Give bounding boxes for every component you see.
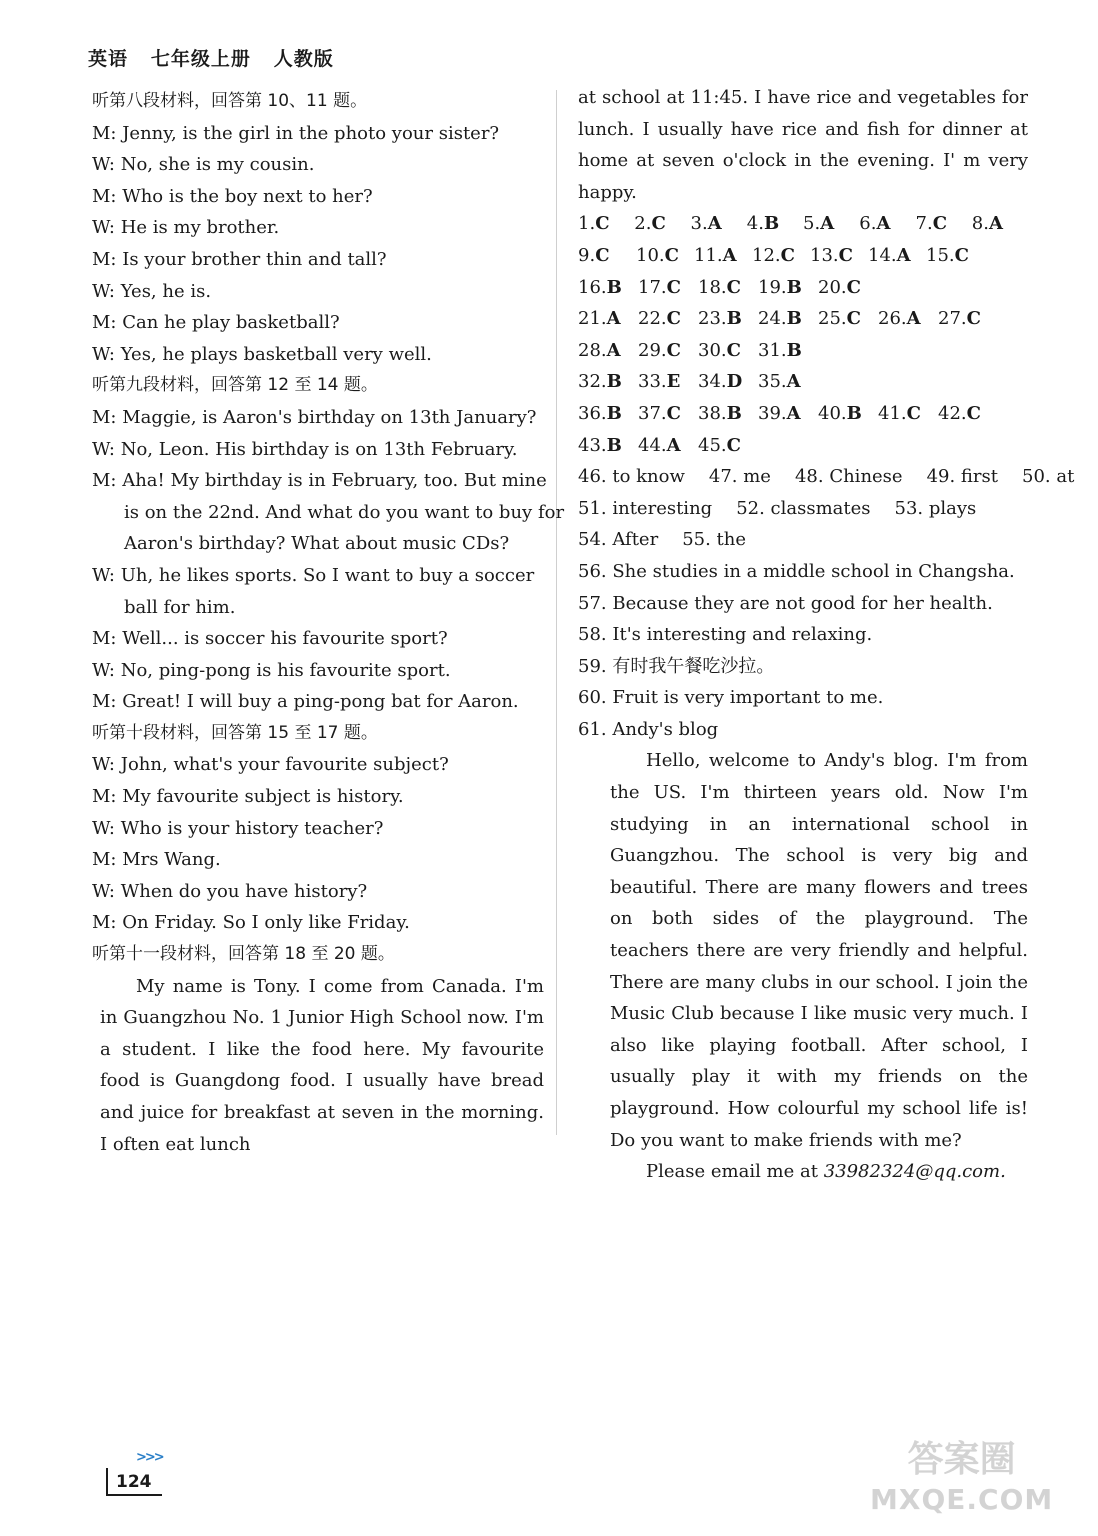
question-number: 32. [578,371,607,393]
answer-item [859,208,915,240]
question-number: 40. [818,402,847,424]
section-title: 听第八段材料，回答第 10、11 题。 [92,91,368,111]
question-number: 12. [752,244,781,266]
dialogue-line: W: Who is your history teacher? [92,817,384,839]
answer-item [818,398,878,430]
blog-closing [610,1156,1028,1188]
question-number: 41. [878,402,907,424]
question-number: 2. [634,213,652,235]
answer-item [803,208,859,240]
short-answer-row [578,461,1075,493]
answer-item [578,335,638,367]
answer-letter: C [666,308,681,330]
dialogue-lines [92,86,565,971]
section-title: 听第十段材料，回答第 15 至 17 题。 [92,722,378,743]
answer-letter: C [651,213,666,235]
answer-item [578,366,638,398]
question-number: 38. [698,402,727,424]
answer-letter: C [954,244,969,266]
text-answer: 56. She studies in a middle school in Changsha. [578,560,1015,582]
column-divider [556,90,557,1135]
question-number: 23. [698,308,727,330]
answer-item [818,303,878,335]
dialogue-line: Aaron's birthday? What about music CDs? [124,533,510,555]
left-column [92,86,565,1160]
answer-item [758,366,818,398]
text-answer: 61. Andy's blog [578,718,719,740]
answer-letter: A [666,434,681,456]
question-number: 5. [803,213,821,235]
dialogue-line: W: John, what's your favourite subject? [92,754,449,776]
answer-item [698,366,758,398]
answer-row [578,240,1028,272]
answer-item [972,208,1028,240]
question-number: 21. [578,308,607,330]
question-number: 45. [698,434,727,456]
page-number: 124 [106,1468,162,1496]
question-number: 36. [578,402,607,424]
question-number: 24. [758,308,787,330]
answer-item [758,398,818,430]
book-header: 英语 七年级上册 人教版 [88,48,334,70]
answer-letter: C [838,244,853,266]
short-answer: 52. classmates [736,497,871,519]
answer-item [578,430,638,462]
question-number: 19. [758,276,787,298]
text-answer: 60. Fruit is very important to me. [578,687,884,709]
answer-letter: A [722,244,737,266]
dialogue-line: is on the 22nd. And what do you want to buy for [124,501,565,523]
dialogue-line: M: Maggie, is Aaron's birthday on 13th January? [92,406,537,428]
question-number: 31. [758,339,787,361]
narrative-continuation: at school at 11:45. I have rice and vegetables for lunch. I usually have rice and fish for dinner at home at seven o'clock in the evening. I' m very happy. [578,87,1028,203]
dialogue-line: W: Yes, he plays basketball very well. [92,343,432,365]
watermark-logo [870,1440,1053,1520]
answer-letter: A [896,244,911,266]
dialogue-line: W: Yes, he is. [92,280,212,302]
answer-letter: C [780,244,795,266]
dialogue-line: W: When do you have history? [92,880,368,902]
question-number: 30. [698,339,727,361]
answer-letter: C [666,276,681,298]
answer-grid [578,208,1028,461]
question-number: 8. [971,213,989,235]
answer-item [938,398,998,430]
answer-letter: B [726,402,742,424]
answer-item [698,272,758,304]
answer-item [758,335,818,367]
answer-item [698,335,758,367]
page-arrow-icon: >>> [136,1450,163,1465]
text-answer: 59. 有时我午餐吃沙拉。 [578,655,775,677]
answer-item [691,208,747,240]
answer-item [638,398,698,430]
dialogue-line: M: Is your brother thin and tall? [92,248,387,270]
dialogue-line: M: Great! I will buy a ping-pong bat for Aaron. [92,691,519,713]
answer-row [578,335,1028,367]
answer-letter: B [786,339,802,361]
answer-letter: C [595,244,610,266]
answer-letter: C [666,402,681,424]
answer-item [752,240,810,272]
right-column [578,82,1075,1188]
watermark-line2: MXQE.COM [870,1483,1054,1516]
answer-item [578,272,638,304]
answer-item [638,430,698,462]
answer-row [578,366,1028,398]
dialogue-line: M: Jenny, is the girl in the photo your sister? [92,122,500,144]
answer-row [578,303,1028,335]
answer-letter: B [846,402,862,424]
dialogue-line: M: Can he play basketball? [92,312,340,334]
question-number: 18. [698,276,727,298]
question-number: 44. [638,434,667,456]
answer-item [638,303,698,335]
answer-letter: B [606,276,622,298]
question-number: 4. [746,213,764,235]
answer-item [810,240,868,272]
question-number: 26. [878,308,907,330]
answer-item [698,303,758,335]
dialogue-line: M: On Friday. So I only like Friday. [92,912,410,934]
dialogue-line: W: Uh, he likes sports. So I want to buy a soccer [92,564,535,586]
blog-email: 33982324@qq.com. [823,1161,1006,1183]
question-number: 13. [810,244,839,266]
answer-item [578,398,638,430]
question-number: 7. [915,213,933,235]
answer-item [638,335,698,367]
short-answer: 47. me [708,466,771,488]
answer-item [747,208,803,240]
answer-letter: A [906,308,921,330]
answer-letter: A [876,213,891,235]
answer-letter: C [726,276,741,298]
answer-item [926,240,984,272]
answer-letter: E [666,371,681,393]
answer-letter: C [906,402,921,424]
answer-row [578,208,1028,240]
answer-item [578,208,634,240]
answer-letter: A [786,402,801,424]
answer-letter: C [726,339,741,361]
answer-item [868,240,926,272]
dialogue-line: M: Mrs Wang. [92,849,221,871]
answer-item [578,303,638,335]
dialogue-line: M: Well... is soccer his favourite sport? [92,628,448,650]
short-answer: 46. to know [578,466,685,488]
answer-item [638,366,698,398]
answer-letter: D [726,371,743,393]
dialogue-line: M: Who is the boy next to her? [92,185,373,207]
short-answer-row [578,493,1028,525]
blog-body: Hello, welcome to Andy's blog. I'm from the US. I'm thirteen years old. Now I'm studying in an international school in Guangzhou. The school is very big and beautiful. There are many flowers and trees on both sides of the playground. The teachers there are very friendly and helpful. There are many clubs in our school. I join the Music Club because I like music very much. I also like playing football. After school, I usually play it with my friends on the playground. How colourful my school life is! Do you want to make friends with me? [610,750,1028,1151]
question-number: 9. [578,244,596,266]
short-answer: 49. first [926,466,999,488]
answer-row [578,272,1028,304]
question-number: 15. [926,244,955,266]
question-number: 39. [758,402,787,424]
text-answer: 58. It's interesting and relaxing. [578,624,873,646]
answer-letter: C [966,308,981,330]
question-number: 42. [938,402,967,424]
question-number: 22. [638,308,667,330]
answer-letter: C [966,402,981,424]
answer-item [698,398,758,430]
question-number: 29. [638,339,667,361]
answer-letter: C [846,276,861,298]
answer-letter: B [786,276,802,298]
watermark-line1: 答案圈 [907,1439,1016,1480]
answer-letter: B [606,402,622,424]
short-answer: 55. the [682,529,747,551]
question-number: 43. [578,434,607,456]
text-answer-list [578,556,1028,746]
answer-item [878,398,938,430]
short-answer-row [578,524,1028,556]
answer-letter: B [763,213,780,235]
answer-letter: B [606,371,622,393]
answer-item [634,208,690,240]
dialogue-line: M: Aha! My birthday is in February, too. But mine [92,470,547,492]
answer-item [818,272,878,304]
question-number: 3. [690,213,708,235]
question-number: 27. [938,308,967,330]
text-answer: 57. Because they are not good for her health. [578,592,993,614]
section-title: 听第十一段材料，回答第 18 至 20 题。 [92,944,395,965]
question-number: 14. [868,244,897,266]
answer-letter: B [786,308,802,330]
answer-letter: C [664,244,679,266]
question-number: 10. [636,244,665,266]
answer-item [694,240,752,272]
answer-letter: A [606,308,621,330]
short-answer: 53. plays [894,497,977,519]
question-number: 6. [859,213,877,235]
dialogue-line: W: He is my brother. [92,217,280,239]
question-number: 1. [578,213,596,235]
blog-closing-prefix: Please email me at [646,1161,818,1183]
answer-letter: C [932,213,948,235]
dialogue-line: W: No, she is my cousin. [92,154,315,176]
question-number: 33. [638,371,667,393]
dialogue-line: M: My favourite subject is history. [92,786,404,808]
answer-letter: C [666,339,681,361]
short-answer-list [578,461,1075,556]
short-answer: 48. Chinese [794,466,903,488]
question-number: 11. [694,244,723,266]
answer-item [916,208,972,240]
question-number: 34. [698,371,727,393]
short-answer: 51. interesting [578,497,713,519]
question-number: 25. [818,308,847,330]
answer-item [758,303,818,335]
answer-item [698,430,758,462]
answer-letter: A [988,213,1003,235]
question-number: 17. [638,276,667,298]
dialogue-line: ball for him. [124,596,236,618]
dialogue-line: W: No, ping-pong is his favourite sport. [92,659,451,681]
answer-letter: C [595,213,610,235]
answer-row [578,430,1028,462]
answer-letter: A [606,339,621,361]
answer-item [758,272,818,304]
question-number: 37. [638,402,667,424]
dialogue-line: W: No, Leon. His birthday is on 13th February. [92,438,518,460]
answer-letter: A [707,213,722,235]
answer-letter: B [726,308,742,330]
short-answer: 54. After [578,529,659,551]
short-answer: 50. at [1022,466,1075,488]
answer-item [636,240,694,272]
answer-row [578,398,1028,430]
answer-item [638,272,698,304]
question-number: 20. [818,276,847,298]
answer-item [878,303,938,335]
answer-letter: C [726,434,741,456]
answer-item [578,240,636,272]
answer-letter: A [820,213,835,235]
question-number: 28. [578,339,607,361]
question-number: 16. [578,276,607,298]
question-number: 35. [758,371,787,393]
answer-letter: A [786,371,801,393]
answer-item [938,303,998,335]
section-title: 听第九段材料，回答第 12 至 14 题。 [92,375,378,396]
narrative-paragraph: My name is Tony. I come from Canada. I'm in Guangzhou No. 1 Junior High School now. I'm a student. I like the food here. My favourite food is Guangdong food. I usually have bread and juice for breakfast at seven in the morning. I often eat lunch [100,975,544,1155]
answer-letter: B [606,434,622,456]
answer-letter: C [846,308,861,330]
